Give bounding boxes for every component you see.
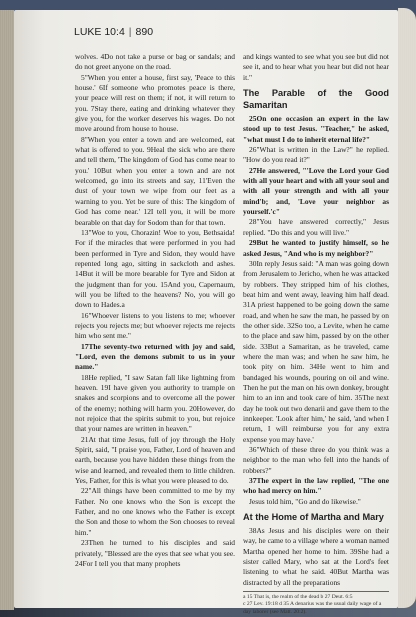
right-column-bottom xyxy=(243,526,389,588)
section-heading-martha-mary: At the Home of Martha and Mary xyxy=(243,512,384,523)
verse-paragraph: 16"Whoever listens to you listens to me; whoever rejects you rejects me; but whoever rejects me rejects him who sent me." xyxy=(75,310,235,341)
bible-page xyxy=(14,10,398,615)
page-header xyxy=(74,26,153,38)
verse-paragraph: 28"You have answered correctly," Jesus replied. "Do this and you will live." xyxy=(243,217,389,237)
verse-paragraph: 23Then he turned to his disciples and said privately, "Blessed are the eyes that see what you see. 24For I tell you that many prophets xyxy=(75,538,235,568)
chapter-reference: LUKE 10:4 xyxy=(74,26,125,38)
verse-paragraph: 25On one occasion an expert in the law stood up to test Jesus. "Teacher," he asked, "what must I do to inherit eternal life?" xyxy=(243,114,389,144)
right-column-top xyxy=(243,52,389,83)
verse-paragraph: 27He answered, "'Love the Lord your God with all your heart and with all your soul and with all your strength and with all your mind'b; and, 'Love your neighbor as yourself.'c" xyxy=(243,165,389,217)
verse-paragraph: 26"What is written in the Law?" he replied. "How do you read it?" xyxy=(243,145,389,165)
page-edges-left xyxy=(0,10,14,610)
verse-paragraph: 18He replied, "I saw Satan fall like lightning from heaven. 19I have given you authority to trample on snakes and scorpions and to overcome all the power of the enemy; nothing will harm you. 20However, do not rejoice that the spirits submit to you, but rejoice that your names are written in heaven." xyxy=(75,372,235,434)
left-column xyxy=(75,52,235,569)
verse-paragraph: 8"When you enter a town and are welcomed, eat what is offered to you. 9Heal the sick who are there and tell them, 'The kingdom of God has come near to you.' 10But when you enter a town and are not welcomed, go into its streets and say, 11'Even the dust of your town we wipe from our feet as a warning to you. Yet be sure of this: The kingdom of God has come near.' 12I tell you, it will be more bearable on that day for Sodom than for that town. xyxy=(75,134,235,227)
verse-paragraph: 29But he wanted to justify himself, so he asked Jesus, "And who is my neighbor?" xyxy=(243,238,389,258)
verse-paragraph: and kings wanted to see what you see but did not see it, and to hear what you hear but did not hear it." xyxy=(243,52,389,82)
verse-paragraph: 22"All things have been committed to me by my Father. No one knows who the Son is except the Father, and no one knows who the Father is except the Son and those to whom the Son chooses to reveal him." xyxy=(75,486,235,537)
header-separator: | xyxy=(128,26,132,38)
verse-paragraph: wolves. 4Do not take a purse or bag or sandals; and do not greet anyone on the road. xyxy=(75,52,235,72)
verse-paragraph: 5"When you enter a house, first say, 'Peace to this house.' 6If someone who promotes peace is there, your peace will rest on them; if not, it will return to you. 7Stay there, eating and drinking whatever they give you, for the worker deserves his wages. Do not move around from house to house. xyxy=(75,72,235,134)
right-column-middle xyxy=(243,114,389,507)
page-edges-right xyxy=(398,8,416,608)
verse-paragraph: 21At that time Jesus, full of joy through the Holy Spirit, said, "I praise you, Father, Lord of heaven and earth, because you have hidden these things from the wise and learned, and revealed them to little children. Yes, Father, for this is what you were pleased to do. xyxy=(75,434,235,486)
page-number: 890 xyxy=(135,26,154,38)
verse-paragraph: 30In reply Jesus said: "A man was going down from Jerusalem to Jericho, when he was attacked by robbers. They stripped him of his clothes, beat him and went away, leaving him half dead. 31A priest happened to be going down the same road, and when he saw the man, he passed by on the other side. 32So too, a Levite, when he came to the place and saw him, passed by on the other side. 33But a Samaritan, as he traveled, came where the man was; and when he saw him, he took pity on him. 34He went to him and bandaged his wounds, pouring on oil and wine. Then he put the man on his own donkey, brought him to an inn and took care of him. 35The next day he took out two denarii and gave them to the innkeeper. 'Look after him,' he said, 'and when I return, I will reimburse you for any extra expense you may have.' xyxy=(243,258,389,444)
footnote-divider xyxy=(243,591,389,592)
footnote: c 27 Lev. 19:18 d 35 A denarius was the usual daily wage of a day laborer (see Matt. 20:2). xyxy=(243,601,382,615)
verse-paragraph: 17The seventy-two returned with joy and said, "Lord, even the demons submit to us in your name." xyxy=(75,341,235,372)
footnotes xyxy=(243,594,389,616)
footnote: a 15 That is, the realm of the dead b 27 Deut. 6:5 xyxy=(243,594,353,601)
verse-paragraph: 37The expert in the law replied, "The one who had mercy on him." xyxy=(243,476,389,496)
right-column xyxy=(243,52,389,616)
section-heading-good-samaritan: The Parable of the Good Samaritan xyxy=(243,88,389,111)
verse-paragraph: 13"Woe to you, Chorazin! Woe to you, Bethsaida! For if the miracles that were performed in you had been performed in Tyre and Sidon, they would have repented long ago, sitting in sackcloth and ashes. 14But it will be more bearable for Tyre and Sidon at the judgment than for you. 15And you, Capernaum, will you be lifted to the heavens? No, you will go down to Hades.a xyxy=(75,227,235,310)
verse-paragraph: Jesus told him, "Go and do likewise." xyxy=(249,496,361,506)
verse-paragraph: 38As Jesus and his disciples were on their way, he came to a village where a woman named Martha opened her home to him. 39She had a sister called Mary, who sat at the Lord's feet listening to what he said. 40But Martha was distracted by all the preparations xyxy=(243,526,389,587)
verse-paragraph: 36"Which of these three do you think was a neighbor to the man who fell into the hands of robbers?" xyxy=(243,445,389,475)
